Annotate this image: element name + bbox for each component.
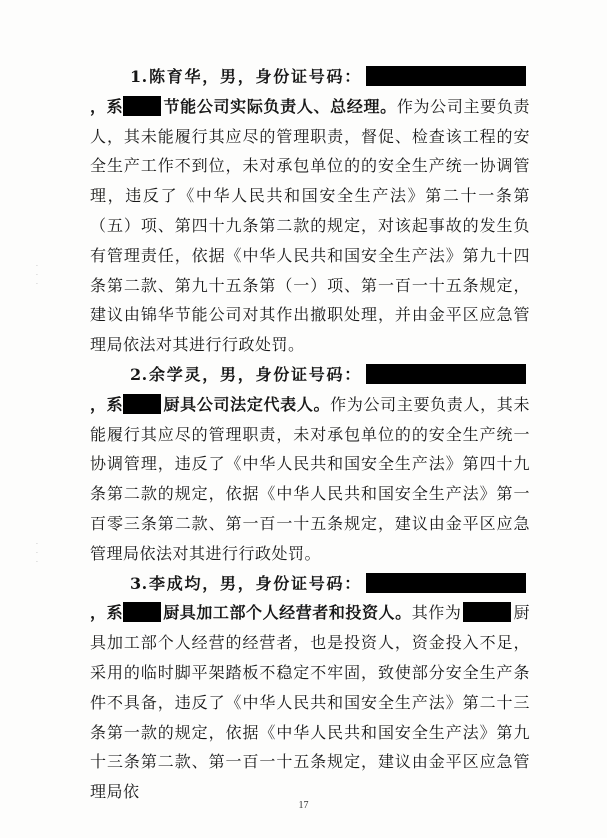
person-3-suffix: ，系: [90, 603, 124, 623]
paragraph-3: [90, 569, 530, 807]
person-1-role: 节能公司实际负责人、总经理。: [163, 96, 397, 116]
redacted-org-3: [123, 602, 161, 622]
person-2-suffix: ，系: [90, 394, 124, 414]
person-3-role: 厨具加工部个人经营者和投资人。: [163, 603, 412, 623]
page-number: 17: [298, 800, 309, 811]
redacted-id-3: [366, 573, 526, 593]
person-1-body: 作为公司主要负责人，其未能履行其应尽的管理职责，督促、检查该工程的安全生产工作不到位，未对承包单位的的安全生产统一协调管理，违反了《中华人民共和国安全生产法》第二十一条第（五）项、第四十九条第二款的规定，对该起事故的发生负有管理责任，依据《中华人民共和国安全生产法》第九十四条第二款、第九十五条第（一）项、第一百一十五条规定，建议由锦华节能公司对其作出撤职处理，并由金平区应急管理局依法对其进行行政处罚。: [90, 96, 530, 355]
redacted-id-1: [366, 66, 526, 86]
scan-margin-marks: · · ·: [36, 263, 38, 288]
scan-margin-marks-2: · · ·: [36, 541, 38, 566]
person-2-role: 厨具公司法定代表人。: [163, 394, 331, 414]
redacted-org-2: [123, 394, 161, 414]
person-1-suffix: ，系: [90, 96, 124, 116]
person-2-body: 作为公司主要负责人，其未能履行其应尽的管理职责，未对承包单位的的安全生产统一协调管理，违反了《中华人民共和国安全生产法》第四十九条第二款的规定，依据《中华人民共和国安全生产法》第一百零三条第二款、第一百一十五条规定，建议由金平区应急管理局依法对其进行行政处罚。: [90, 394, 530, 563]
document-body: [90, 62, 530, 807]
person-2-lead: 2.余学灵，男，身份证号码：: [130, 364, 362, 384]
redacted-org-3b: [463, 602, 511, 622]
person-1-lead: 1.陈育华，男，身份证号码：: [130, 67, 362, 86]
person-3-lead: 3.李成均，男，身份证号码：: [130, 573, 362, 593]
paragraph-1: [90, 62, 530, 360]
person-3-body-a: 其作为: [411, 603, 462, 623]
person-3-body-b: 厨具加工部个人经营的经营者，也是投资人，资金投入不足，采用的临时脚平架踏板不稳定不牢固，致使部分安全生产条件不具备，违反了《中华人民共和国安全生产法》第二十三条第一款的规定，依据《中华人民共和国安全生产法》第九十三条第二款、第一百一十五条规定，建议由金平区应急管理局依: [90, 603, 530, 802]
redacted-id-2: [366, 364, 526, 384]
redacted-org-1: [123, 96, 161, 116]
paragraph-2: [90, 360, 530, 569]
